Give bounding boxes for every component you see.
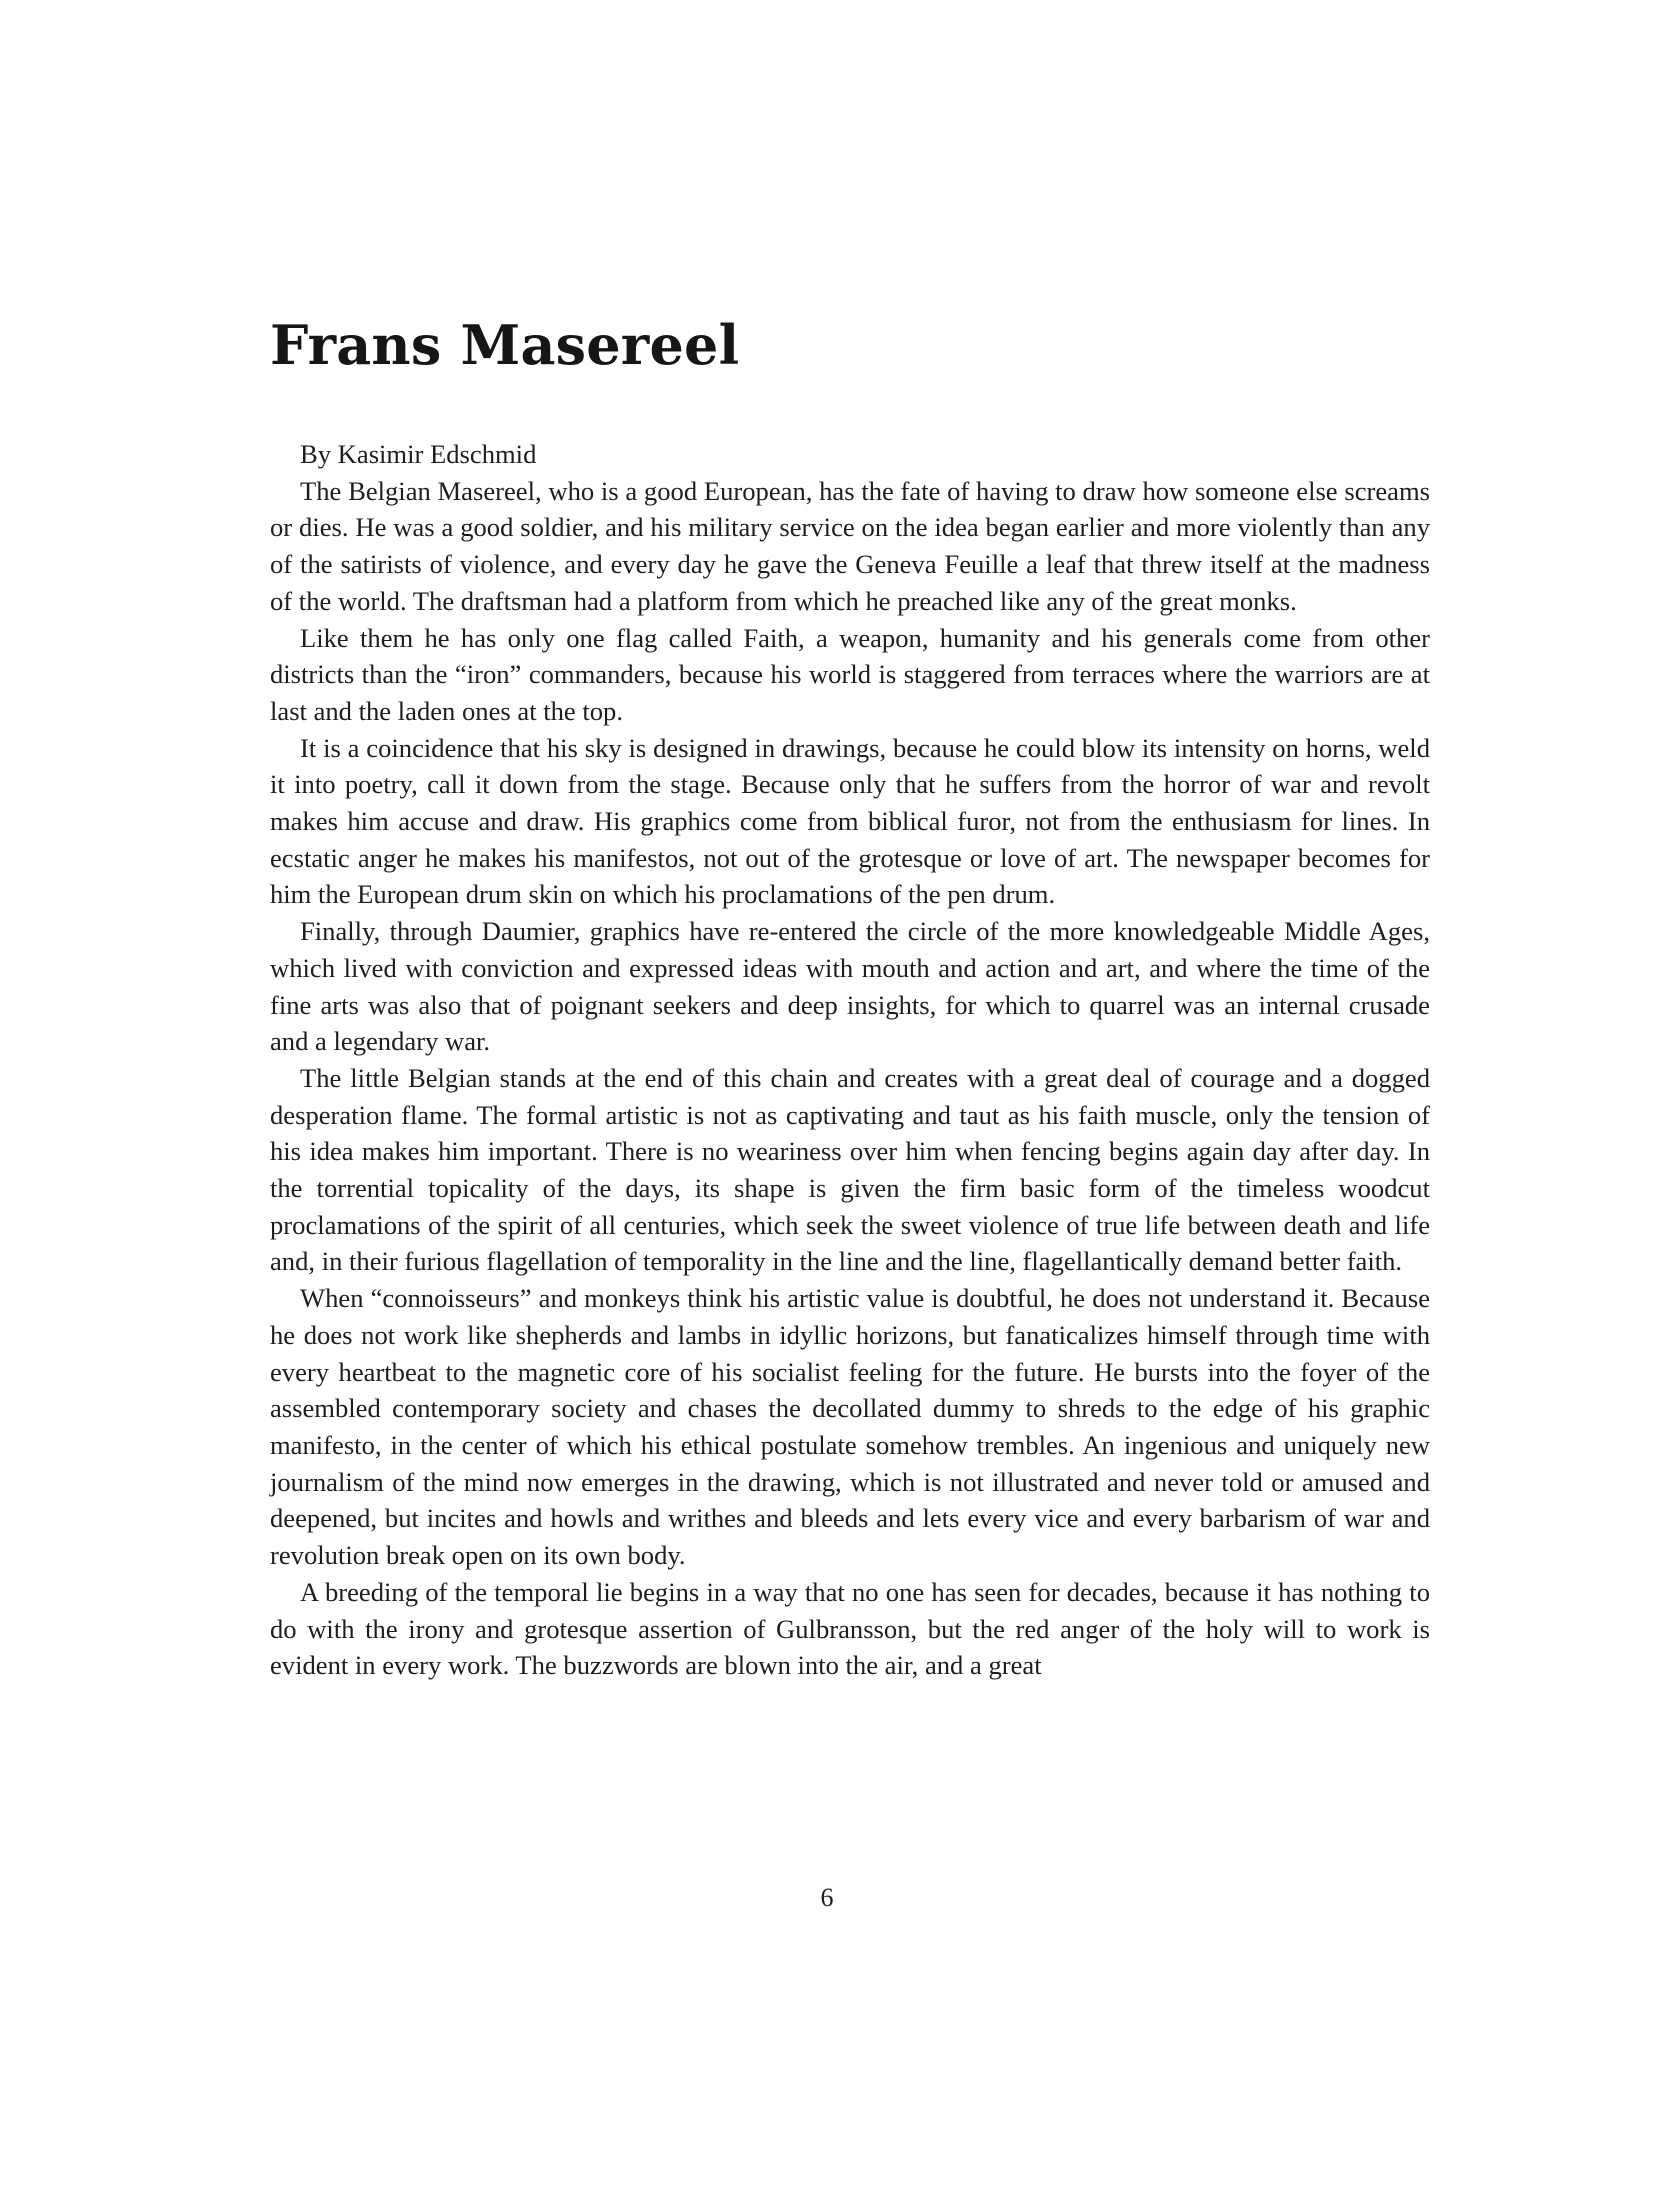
page-title: Frans Masereel [270, 313, 740, 377]
paragraph-4: Finally, through Daumier, graphics have re-entered the circle of the more knowledgeable Middle Ages, which lived with conviction and expressed ideas with mouth and action and art, and where the time of the fine arts was also that of poignant seekers and deep insights, for which to quarrel was an internal crusade and a legendary war. [270, 916, 1430, 1057]
page-number: 6 [820, 1883, 834, 1912]
paragraph-3: It is a coincidence that his sky is designed in drawings, because he could blow its intensity on horns, weld it into poetry, call it down from the stage. Because only that he suffers from the horror of war and revolt makes him accuse and draw. His graphics come from biblical furor, not from the enthusiasm for lines. In ecstatic anger he makes his manifestos, not out of the grotesque or love of art. The newspaper becomes for him the European drum skin on which his proclamations of the pen drum. [270, 732, 1430, 910]
paragraph-5: The little Belgian stands at the end of this chain and creates with a great deal of courage and a dogged desperation flame. The formal artistic is not as captivating and taut as his faith muscle, only the tension of his idea makes him important. There is no weariness over him when fencing begins again day after day. In the torrential topicality of the days, its shape is given the firm basic form of the timeless woodcut proclamations of the spirit of all centuries, which seek the sweet violence of true life between death and life and, in their furious flagellation of temporality in the line and the line, flagellantically demand better faith. [270, 1062, 1430, 1277]
paragraph-1: The Belgian Masereel, who is a good European, has the fate of having to draw how someone else screams or dies. He was a good soldier, and his military service on the idea began earlier and more violently than any of the satirists of violence, and every day he gave the Geneva Feuille a leaf that threw itself at the madness of the world. The draftsman had a platform from which he preached like any of the great monks. [270, 475, 1430, 616]
paragraph-2: Like them he has only one flag called Faith, a weapon, humanity and his generals come from other districts than the “iron” commanders, because his world is staggered from terraces where the warriors are at last and the laden ones at the top. [270, 622, 1430, 726]
article-body [270, 436, 1430, 1684]
paragraph-6: When “connoisseurs” and monkeys think his artistic value is doubtful, he does not understand it. Because he does not work like shepherds and lambs in idyllic horizons, but fanaticalizes himself through time with every heartbeat to the magnetic core of his socialist feeling for the future. He bursts into the foyer of the assembled contemporary society and chases the decollated dummy to shreds to the edge of his graphic manifesto, in the center of which his ethical postulate somehow trembles. An ingenious and uniquely new journalism of the mind now emerges in the drawing, which is not illustrated and never told or amused and deepened, but incites and howls and writhes and bleeds and lets every vice and every barbarism of war and revolution break open on its own body. [270, 1283, 1430, 1571]
paragraph-7: A breeding of the temporal lie begins in a way that no one has seen for decades, because it has nothing to do with the irony and grotesque assertion of Gulbransson, but the red anger of the holy will to work is evident in every work. The buzzwords are blown into the air, and a great [270, 1576, 1430, 1681]
byline: By Kasimir Edschmid [300, 439, 537, 469]
